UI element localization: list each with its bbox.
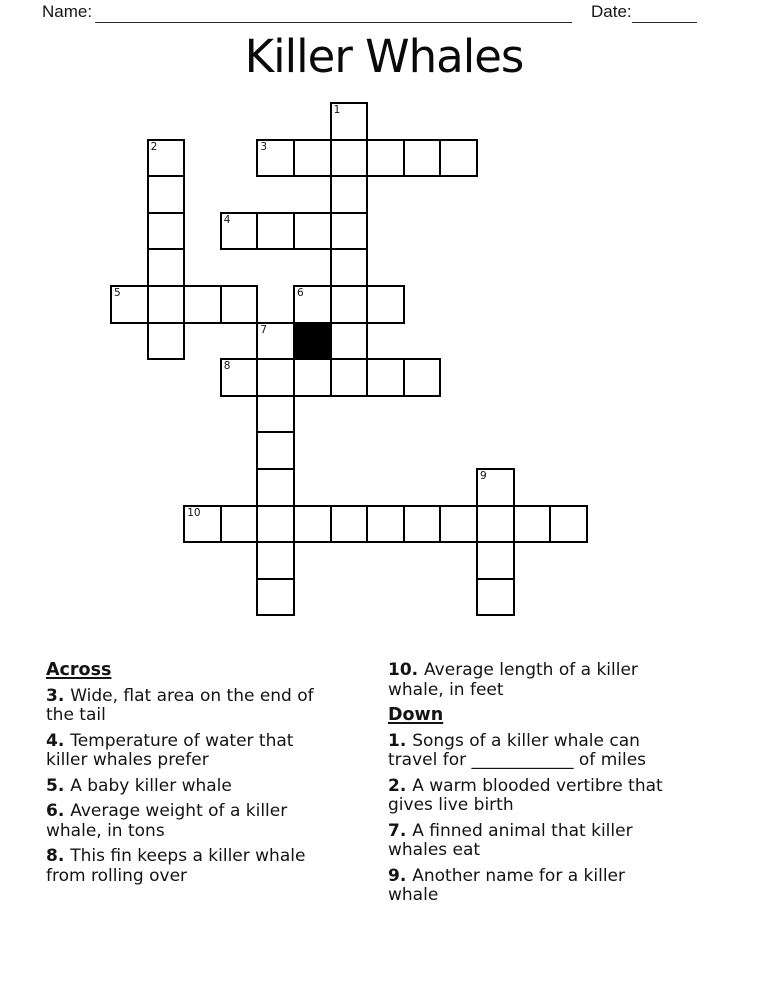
crossword-cell[interactable] bbox=[330, 505, 369, 544]
crossword-cell[interactable] bbox=[439, 139, 478, 178]
crossword-cell[interactable] bbox=[403, 505, 442, 544]
clue-number: 4. bbox=[46, 730, 71, 751]
clue-number: 1. bbox=[388, 730, 413, 751]
clue-item: 7. A finned animal that killer whales eat bbox=[388, 820, 633, 860]
crossword-cell[interactable] bbox=[330, 322, 369, 361]
crossword-cell[interactable] bbox=[220, 358, 259, 397]
crossword-cell[interactable] bbox=[147, 285, 186, 324]
crossword-cell[interactable] bbox=[147, 175, 186, 214]
crossword-cell[interactable] bbox=[110, 285, 149, 324]
cell-number: 4 bbox=[223, 213, 231, 226]
clue-item: 10. Average length of a killer whale, in feet bbox=[388, 660, 638, 700]
crossword-cell[interactable] bbox=[220, 505, 259, 544]
cell-number: 7 bbox=[260, 323, 268, 336]
crossword-grid bbox=[110, 102, 588, 617]
clue-heading-across: Across bbox=[46, 660, 112, 680]
crossword-cell[interactable] bbox=[256, 541, 295, 580]
crossword-cell[interactable] bbox=[256, 505, 295, 544]
crossword-cell[interactable] bbox=[330, 102, 369, 141]
page-title: Killer Whales bbox=[244, 30, 524, 83]
crossword-black-cell bbox=[293, 322, 332, 361]
cell-number: 9 bbox=[480, 470, 487, 482]
crossword-cell[interactable] bbox=[183, 505, 222, 544]
crossword-cell[interactable] bbox=[183, 285, 222, 324]
crossword-cell[interactable] bbox=[256, 212, 295, 251]
clue-item: 1. Songs of a killer whale can travel for ____________ of miles bbox=[388, 730, 647, 770]
name-label: Name: bbox=[42, 2, 93, 21]
crossword-cell[interactable] bbox=[549, 505, 588, 544]
clue-number: 7. bbox=[388, 820, 413, 841]
crossword-cell[interactable] bbox=[403, 139, 442, 178]
date-label: Date: bbox=[591, 2, 632, 21]
clue-item: 5. A baby killer whale bbox=[46, 775, 232, 796]
clue-item: 2. A warm blooded vertibre that gives live birth bbox=[388, 775, 663, 815]
crossword-cell[interactable] bbox=[476, 541, 515, 580]
crossword-cell[interactable] bbox=[330, 175, 369, 214]
date-input-line[interactable] bbox=[632, 21, 697, 23]
cell-number: 3 bbox=[260, 140, 268, 153]
cell-number: 8 bbox=[223, 360, 231, 373]
crossword-cell[interactable] bbox=[256, 139, 295, 178]
clue-item: 3. Wide, flat area on the end of the tail bbox=[46, 685, 314, 725]
clue-item: 9. Another name for a killer whale bbox=[388, 865, 625, 905]
crossword-cell[interactable] bbox=[366, 358, 405, 397]
crossword-cell[interactable] bbox=[293, 212, 332, 251]
crossword-cell[interactable] bbox=[330, 248, 369, 287]
crossword-cell[interactable] bbox=[513, 505, 552, 544]
cell-number: 10 bbox=[187, 506, 201, 519]
crossword-cell[interactable] bbox=[439, 505, 478, 544]
crossword-cell[interactable] bbox=[293, 139, 332, 178]
crossword-cell[interactable] bbox=[293, 358, 332, 397]
clues-column-left bbox=[46, 661, 381, 892]
crossword-cell[interactable] bbox=[256, 468, 295, 507]
cell-number: 5 bbox=[114, 287, 121, 299]
crossword-cell[interactable] bbox=[147, 322, 186, 361]
clue-number: 10. bbox=[388, 660, 425, 680]
crossword-cell[interactable] bbox=[366, 505, 405, 544]
clue-item: 8. This fin keeps a killer whale from rolling over bbox=[46, 846, 306, 886]
crossword-cell[interactable] bbox=[147, 212, 186, 251]
crossword-cell[interactable] bbox=[366, 285, 405, 324]
crossword-cell[interactable] bbox=[476, 578, 515, 617]
crossword-cell[interactable] bbox=[256, 322, 295, 361]
clue-number: 3. bbox=[46, 685, 71, 706]
clues-column-right bbox=[388, 661, 723, 912]
crossword-cell[interactable] bbox=[330, 139, 369, 178]
crossword-cell[interactable] bbox=[330, 285, 369, 324]
cell-number: 2 bbox=[150, 140, 158, 153]
crossword-cell[interactable] bbox=[366, 139, 405, 178]
clue-number: 6. bbox=[46, 801, 71, 821]
crossword-cell[interactable] bbox=[256, 358, 295, 397]
crossword-cell[interactable] bbox=[147, 248, 186, 287]
clue-number: 5. bbox=[46, 775, 71, 796]
crossword-cell[interactable] bbox=[476, 468, 515, 507]
crossword-cell[interactable] bbox=[256, 395, 295, 434]
crossword-cell[interactable] bbox=[256, 578, 295, 617]
crossword-cell[interactable] bbox=[220, 285, 259, 324]
clue-number: 2. bbox=[388, 775, 413, 796]
crossword-cell[interactable] bbox=[256, 431, 295, 470]
cell-number: 1 bbox=[333, 104, 341, 116]
clue-number: 9. bbox=[388, 865, 413, 886]
clue-item: 6. Average weight of a killer whale, in tons bbox=[46, 801, 288, 841]
crossword-cell[interactable] bbox=[476, 505, 515, 544]
clue-item: 4. Temperature of water that killer whales prefer bbox=[46, 730, 294, 770]
cell-number: 6 bbox=[297, 287, 304, 299]
crossword-cell[interactable] bbox=[147, 139, 186, 178]
crossword-cell[interactable] bbox=[330, 358, 369, 397]
crossword-cell[interactable] bbox=[293, 505, 332, 544]
crossword-cell[interactable] bbox=[330, 212, 369, 251]
crossword-cell[interactable] bbox=[220, 212, 259, 251]
clue-heading-down: Down bbox=[388, 705, 444, 725]
crossword-cell[interactable] bbox=[293, 285, 332, 324]
clue-number: 8. bbox=[46, 846, 71, 866]
name-input-line[interactable] bbox=[95, 21, 572, 23]
crossword-cell[interactable] bbox=[403, 358, 442, 397]
